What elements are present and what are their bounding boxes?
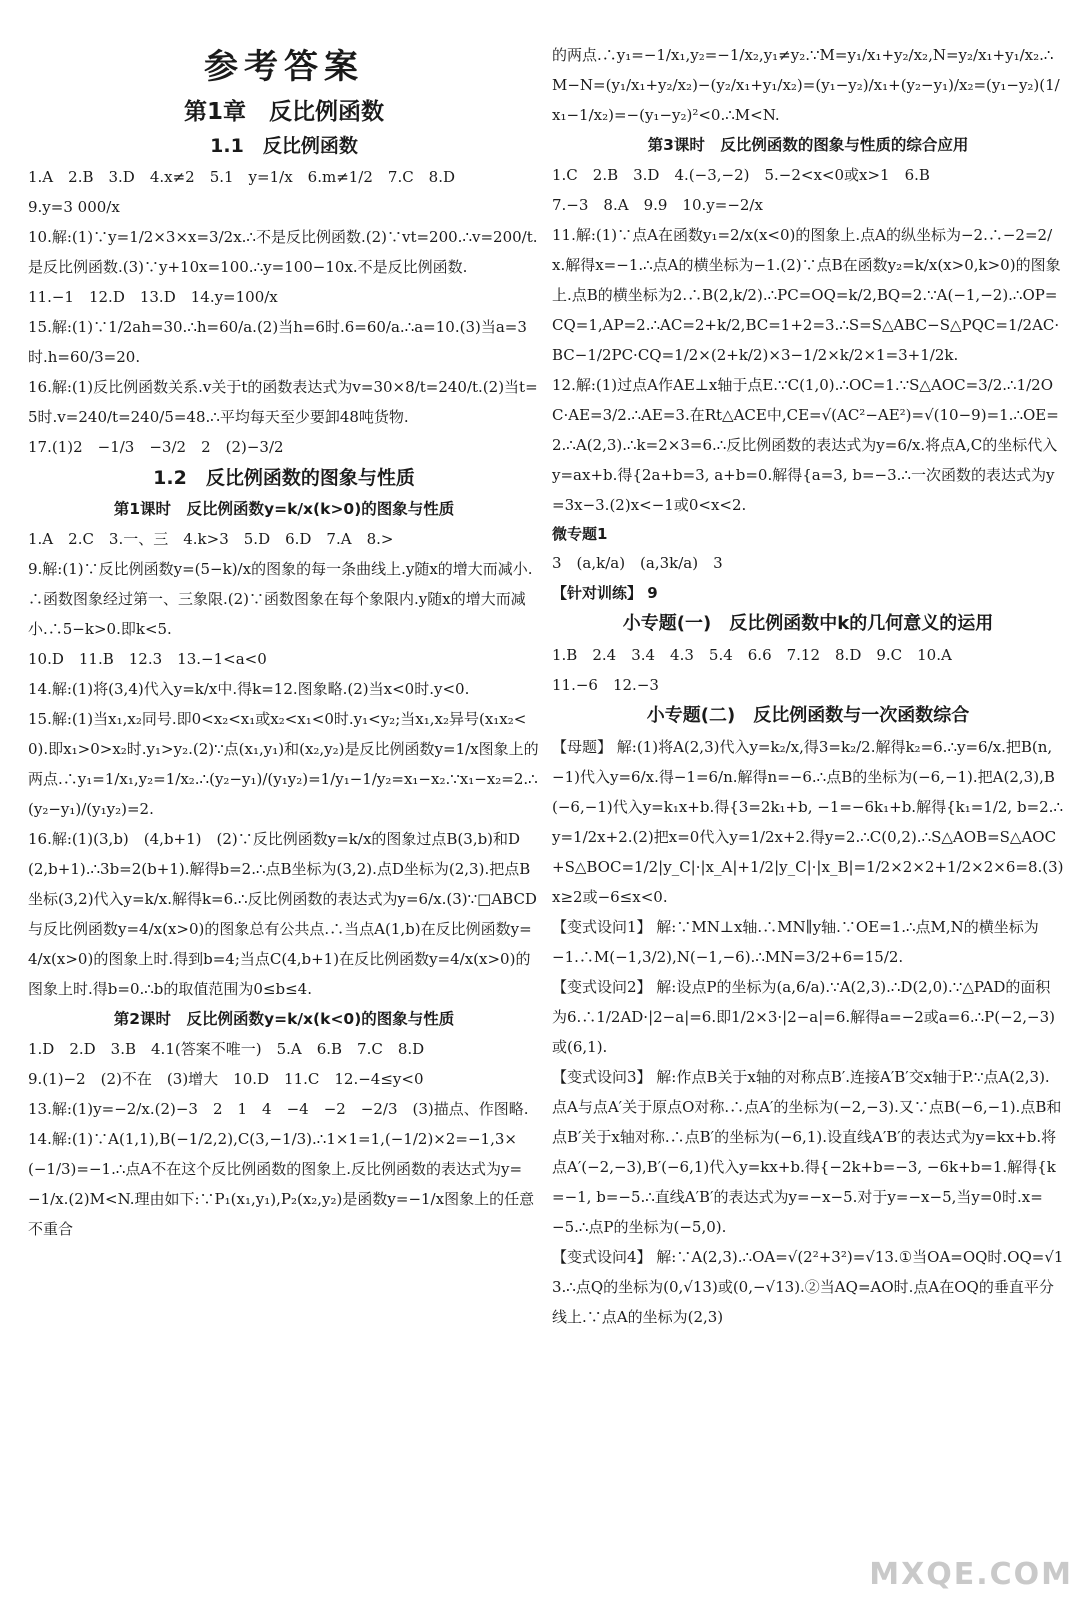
answer-line: 3 (a,k/a) (a,3k/a) 3 (552, 554, 723, 572)
answer-line: 1.C 2.B 3.D 4.(−3,−2) 5.−2<x<0或x>1 6.B (552, 166, 930, 184)
answer-line: 17.(1)2 −1/3 −3/2 2 (2)−3/2 (28, 438, 284, 456)
answer-line: 【变式设问4】 解:∵A(2,3).∴OA=√(2²+3²)=√13.①当OA=OQ时.OQ=√13.∴点Q的坐标为(0,√13)或(0,−√13).②当AQ=AO时.点A在OQ的垂直平分线上.∵点A的坐标为(2,3) (552, 1248, 1064, 1326)
answer-line: 9.(1)−2 (2)不在 (3)增大 10.D 11.C 12.−4≤y<0 (28, 1070, 424, 1088)
answer-line: 12.解:(1)过点A作AE⊥x轴于点E.∵C(1,0).∴OC=1.∵S△AOC=3/2.∴1/2OC·AE=3/2.∴AE=3.在Rt△ACE中,CE=√(AC²−AE²)=√(10−9)=1.∴OE=2.∴A(2,3).∴k=2×3=6.∴反比例函数的表达式为y=6/x.将点A,C的坐标代入y=ax+b.得{2a+b=3, a+b=0.解得{a=3, b=−3.∴一次函数的表达式为y=3x−3.(2)x<−1或0<x<2. (552, 376, 1059, 514)
special-topic-heading-1: 小专题(一) 反比例函数中k的几何意义的运用 (622, 613, 994, 634)
answer-line: 的两点.∴y₁=−1/x₁,y₂=−1/x₂,y₁≠y₂.∵M=y₁/x₁+y₂/x₂,N=y₂/x₁+y₁/x₂.∴M−N=(y₁/x₁+y₂/x₂)−(y₂/x₁+y₁/x₂)=(y₁−y₂)/x₁+(y₂−y₁)/x₂=(y₁−y₂)(1/x₁−1/x₂)=−(y₁−y₂)²<0.∴M<N. (552, 46, 1060, 124)
lesson-heading-2: 第2课时 反比例函数y=k/x(k<0)的图象与性质 (113, 1010, 455, 1028)
answer-line: 15.解:(1)∵1/2ah=30.∴h=60/a.(2)当h=6时.6=60/a.∴a=10.(3)当a=3时.h=60/3=20. (28, 318, 527, 366)
lesson-heading-1: 第1课时 反比例函数y=k/x(k>0)的图象与性质 (113, 500, 455, 518)
special-topic-heading-2: 小专题(二) 反比例函数与一次函数综合 (646, 705, 970, 726)
answer-line: 9.y=3 000/x (28, 198, 120, 216)
section-heading-1-1: 1.1 反比例函数 (210, 135, 358, 157)
page-title: 参考答案 (204, 47, 364, 87)
answer-line: 16.解:(1)反比例函数关系.v关于t的函数表达式为v=30×8/t=240/t.(2)当t=5时.v=240/t=240/5=48.∴平均每天至少要卸48吨货物. (28, 378, 538, 426)
answer-line: 1.D 2.D 3.B 4.1(答案不唯一) 5.A 6.B 7.C 8.D (28, 1040, 425, 1058)
chapter-heading: 第1章 反比例函数 (183, 99, 384, 125)
answer-line: 1.A 2.B 3.D 4.x≠2 5.1 y=1/x 6.m≠1/2 7.C 8.D (28, 168, 456, 186)
answer-line: 【母题】 解:(1)将A(2,3)代入y=k₂/x,得3=k₂/2.解得k₂=6.∴y=6/x.把B(n,−1)代入y=6/x.得−1=6/n.解得n=−6.∴点B的坐标为(−6,−1).把A(2,3),B(−6,−1)代入y=k₁x+b.得{3=2k₁+b, −1=−6k₁+b.解得{k₁=1/2, b=2.∴y=1/2x+2.(2)把x=0代入y=1/2x+2.得y=2.∴C(0,2).∴S△AOB=S△AOC+S△BOC=1/2|y_C|·|x_A|+1/2|y_C|·|x_B|=1/2×2×2+1/2×2×6=8.(3)x≥2或−6≤x<0. (552, 738, 1064, 906)
answer-line: 14.解:(1)将(3,4)代入y=k/x中.得k=12.图象略.(2)当x<0时.y<0. (28, 680, 470, 698)
answer-line: 【变式设问3】 解:作点B关于x轴的对称点B′.连接A′B′交x轴于P.∵点A(2,3).点A与点A′关于原点O对称.∴点A′的坐标为(−2,−3).又∵点B(−6,−1).点B和点B′关于x轴对称.∴点B′的坐标为(−6,1).设直线A′B′的表达式为y=kx+b.将点A′(−2,−3),B′(−6,1)代入y=kx+b.得{−2k+b=−3, −6k+b=1.解得{k=−1, b=−5.∴直线A′B′的表达式为y=−x−5.对于y=−x−5,当y=0时.x=−5.∴点P的坐标为(−5,0). (552, 1068, 1062, 1236)
answer-line: 10.D 11.B 12.3 13.−1<a<0 (28, 650, 267, 668)
answer-line: 【变式设问2】 解:设点P的坐标为(a,6/a).∵A(2,3).∴D(2,0).∵△PAD的面积为6.∴1/2AD·|2−a|=6.即1/2×3·|2−a|=6.解得a=−2或a=6.∴P(−2,−3)或(6,1). (552, 978, 1055, 1056)
answer-line: 1.A 2.C 3.一、三 4.k>3 5.D 6.D 7.A 8.> (28, 530, 394, 548)
answer-line: 14.解:(1)∵A(1,1),B(−1/2,2),C(3,−1/3).∴1×1=1,(−1/2)×2=−1,3×(−1/3)=−1.∴点A不在这个反比例函数的图象上.反比例函数的表达式为y=−1/x.(2)M<N.理由如下:∵P₁(x₁,y₁),P₂(x₂,y₂)是函数y=−1/x图象上的任意不重合 (28, 1130, 535, 1238)
answer-line: 【变式设问1】 解:∵MN⊥x轴.∴MN∥y轴.∵OE=1.∴点M,N的横坐标为−1.∴M(−1,3/2),N(−1,−6).∴MN=3/2+6=15/2. (552, 918, 1039, 966)
section-heading-1-2: 1.2 反比例函数的图象与性质 (153, 467, 415, 489)
site-watermark: MXQE.COM (869, 1557, 1073, 1592)
answer-line: 16.解:(1)(3,b) (4,b+1) (2)∵反比例函数y=k/x的图象过点B(3,b)和D(2,b+1).∴3b=2(b+1).解得b=2.∴点B坐标为(3,2).点D坐标为(2,3).把点B坐标(3,2)代入y=k/x.解得k=6.∴反比例函数的表达式为y=6/x.(3)∵□ABCD与反比例函数y=4/x(x>0)的图象总有公共点.∴当点A(1,b)在反比例函数y=4/x(x>0)的图象上时.得到b=4;当点C(4,b+1)在反比例函数y=4/x(x>0)的图象上时.得b=0.∴b的取值范围为0≤b≤4. (28, 830, 537, 998)
lesson-heading-3: 第3课时 反比例函数的图象与性质的综合应用 (647, 136, 969, 154)
right-column (552, 40, 1064, 1332)
micro-topic-heading: 微专题1 (552, 525, 608, 543)
answer-line: 15.解:(1)当x₁,x₂同号.即0<x₂<x₁或x₂<x₁<0时.y₁<y₂;当x₁,x₂异号(x₁x₂<0).即x₁>0>x₂时.y₁>y₂.(2)∵点(x₁,y₁)和(x₂,y₂)是反比例函数y=1/x图象上的两点.∴y₁=1/x₁,y₂=1/x₂.∴(y₂−y₁)/(y₁y₂)=1/y₁−1/y₂=x₁−x₂.∵x₁−x₂=2.∴(y₂−y₁)/(y₁y₂)=2. (28, 710, 539, 818)
answer-line: 11.−6 12.−3 (552, 676, 659, 694)
answer-line: 9.解:(1)∵反比例函数y=(5−k)/x的图象的每一条曲线上.y随x的增大而减小.∴函数图象经过第一、三象限.(2)∵函数图象在每个象限内.y随x的增大而减小.∴5−k>0.即k<5. (28, 560, 533, 638)
answer-line: 7.−3 8.A 9.9 10.y=−2/x (552, 196, 763, 214)
left-column (28, 40, 540, 1244)
answer-line: 13.解:(1)y=−2/x.(2)−3 2 1 4 −4 −2 −2/3 (3)描点、作图略. (28, 1100, 529, 1118)
answer-line: 11.解:(1)∵点A在函数y₁=2/x(x<0)的图象上.点A的纵坐标为−2.∴−2=2/x.解得x=−1.∴点A的横坐标为−1.(2)∵点B在函数y₂=k/x(x>0,k>0)的图象上.点B的横坐标为2.∴B(2,k/2).∴PC=OQ=k/2,BQ=2.∵A(−1,−2).∴OP=CQ=1,AP=2.∴AC=2+k/2,BC=1+2=3.∴S=S△ABC−S△PQC=1/2AC·BC−1/2PC·CQ=1/2×(2+k/2)×3−1/2×k/2×1=3+1/2k. (552, 226, 1061, 364)
answer-line: 1.B 2.4 3.4 4.3 5.4 6.6 7.12 8.D 9.C 10.A (552, 646, 952, 664)
answer-line: 11.−1 12.D 13.D 14.y=100/x (28, 288, 278, 306)
answer-line: 10.解:(1)∵y=1/2×3×x=3/2x.∴不是反比例函数.(2)∵vt=200.∴v=200/t.是反比例函数.(3)∵y+10x=100.∴y=100−10x.不是反比例函数. (28, 228, 538, 276)
answer-line: 【针对训练】 9 (552, 584, 658, 602)
